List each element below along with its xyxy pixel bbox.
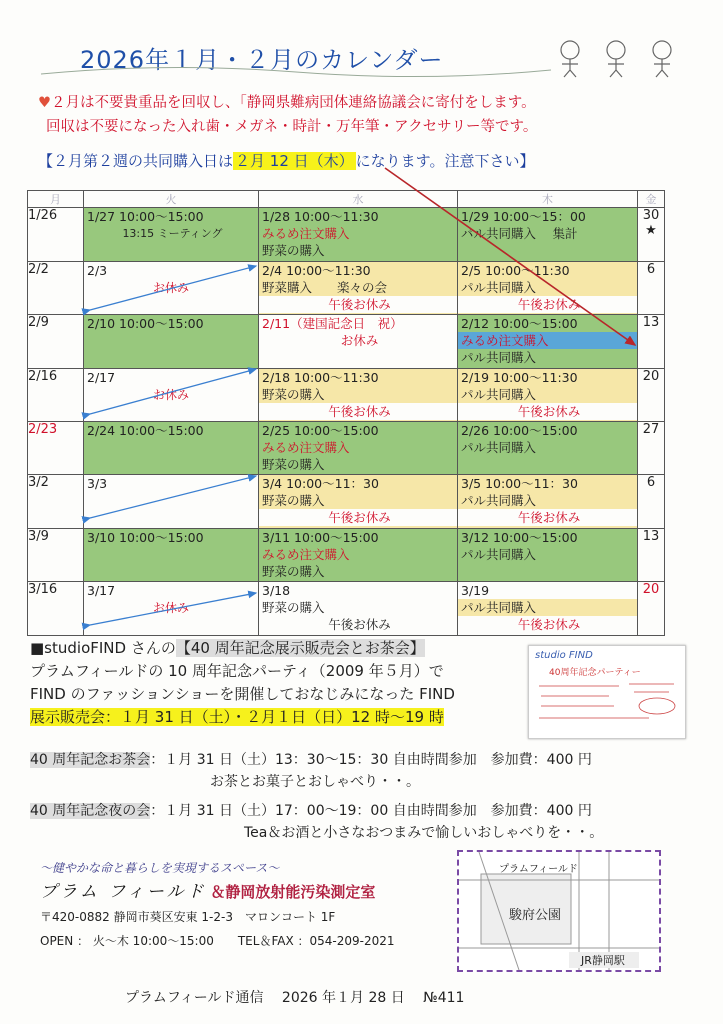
cell-line: 3/17	[87, 583, 116, 599]
address: 〒420-0882 静岡市葵区安東 1-2-3 マロンコート 1F	[40, 910, 336, 924]
cell-line: 3/4 10:00～11：30	[262, 476, 379, 492]
friday-cell: 27	[638, 422, 665, 475]
cell-line: 2/10 10:00～15:00	[87, 316, 204, 332]
cell-line: 午後お休み	[259, 403, 457, 420]
closed-label: お休み	[152, 601, 189, 616]
cell-line: 野菜の購入	[262, 243, 325, 259]
cell-line: 2/24 10:00～15:00	[87, 423, 204, 439]
friday-cell: 13	[638, 528, 665, 581]
purchase-day-banner: 【２月第２週の共同購入日は ２月 12 日（木） になります。注意下さい】	[38, 152, 535, 170]
star-icon: ★	[645, 223, 657, 239]
newsletter-line: プラムフィールド通信 2026 年１月 28 日 №411	[125, 990, 465, 1006]
cell-line: 午後お休み	[259, 509, 457, 526]
arrow-line	[90, 266, 256, 310]
cell-line: みるめ注文購入	[262, 546, 350, 562]
logo-text: プラム フィールド	[40, 882, 207, 902]
cell-line: パル共同購入	[461, 440, 537, 456]
cell-line: 野菜購入 楽々の会	[262, 279, 388, 295]
cell-line: 13:15 ミーティング	[122, 227, 223, 241]
cell-line: 野菜の購入	[262, 493, 325, 509]
tea-party-note: お茶とお菓子とおしゃべり・・。	[210, 774, 420, 790]
closed-label: お休み	[152, 387, 189, 402]
map-park: 駿府公園	[509, 908, 562, 923]
night-party-note: Tea＆お酒と小さなおつまみで愉しいおしゃべりを・・。	[244, 825, 604, 841]
studio-line-1: プラムフィールドの 10 周年記念パーティ（2009 年５月）で	[30, 662, 444, 680]
monday-date: 2/9	[28, 315, 84, 368]
header-tue: 火	[84, 191, 259, 208]
cell-line: 午後お休み	[458, 509, 637, 526]
map-station: JR静岡駅	[581, 954, 625, 967]
closed-label: お休み	[152, 280, 189, 295]
cell-line: パル共同購入 集計	[461, 226, 578, 242]
cell-line: 3/11 10:00～15:00	[262, 529, 379, 545]
heart-icon: ♥	[38, 95, 51, 111]
footer-info	[40, 856, 460, 953]
cell-line: 2/26 10:00～15:00	[461, 423, 578, 439]
friday-date: 30	[642, 208, 660, 224]
cell-line: 1/29 10:00～15：00	[461, 209, 586, 225]
cell-line: みるめ注文購入	[458, 332, 637, 349]
header-thu: 木	[458, 191, 638, 208]
monday-date: 2/2	[28, 261, 84, 314]
cell-line: 1/27 10:00～15:00	[87, 209, 204, 225]
cell-line: 野菜の購入	[262, 563, 325, 579]
cell-line: パル共同購入	[461, 546, 537, 562]
cell-line: 2/11（建国記念日 祝）	[262, 316, 403, 332]
friday-cell: 20	[638, 582, 665, 636]
arrow-line	[385, 168, 635, 345]
monday-date: 3/9	[28, 528, 84, 581]
monday-date: 1/26	[28, 208, 84, 261]
logo-subtitle: ＆静岡放射能汚染測定室	[210, 883, 376, 901]
notice-line-1: ♥２月は不要貴重品を回収し、「静岡県難病団体連絡協議会に寄付をします。	[38, 95, 536, 111]
logo	[40, 880, 460, 905]
cell-line: 3/18	[262, 583, 291, 599]
open-hours: OPEN ： 火～木 10:00～15:00 TEL＆FAX ：054-209-2021	[40, 934, 395, 948]
handwriting-illustration	[529, 678, 683, 728]
cell-line: パル共同購入	[461, 386, 537, 402]
cell-line: 2/17	[87, 369, 116, 385]
cell-line: パル共同購入	[461, 279, 537, 295]
cell-line: 3/12 10:00～15:00	[461, 529, 578, 545]
monday-date: 2/16	[28, 368, 84, 421]
cell-line: 野菜の購入	[262, 600, 325, 616]
cell-line: パル共同購入	[458, 599, 637, 616]
sale-line: 展示販売会：１月 31 日（土）・２月１日（日）12 時～19 時	[30, 708, 444, 726]
friday-cell: 6	[638, 261, 665, 314]
cell-line: 野菜の購入	[262, 386, 325, 402]
header-mon: 月	[28, 191, 84, 208]
cell-line: 2/3	[87, 262, 108, 278]
cell-line: パル共同購入	[461, 350, 537, 366]
cell-line: お休み	[340, 333, 379, 349]
studio-heading: ■studioFIND さんの【40 周年記念展示販売会とお茶会】	[30, 639, 425, 657]
location-map	[457, 850, 661, 972]
cell-line: 午後お休み	[328, 617, 391, 633]
tea-party-line: 40 周年記念お茶会：１月 31 日（土）13：30～15：30 自由時間参加 参加費：400 円	[30, 752, 592, 768]
arrow-line	[90, 369, 256, 414]
monday-date: 3/2	[28, 475, 84, 528]
monday-date: 3/16	[28, 582, 84, 636]
notice-line-2: 回収は不要になった入れ歯・メガネ・時計・万年筆・アクセサリー等です。	[46, 119, 538, 135]
cell-line: 1/28 10:00～11:30	[262, 209, 379, 225]
cell-line: 2/5 10:00～11:30	[461, 262, 570, 278]
night-party-line: 40 周年記念夜の会：１月 31 日（土）17：00～19：00 自由時間参加 参加費：400 円	[30, 803, 592, 819]
cell-line: 3/5 10:00～11：30	[461, 476, 578, 492]
studio-line-2: FIND のファッションショーを開催しておなじみになった FIND	[30, 685, 455, 703]
cell-line: みるめ注文購入	[262, 440, 350, 456]
tagline: ～健やかな命と暮らしを実現するスペース～	[40, 861, 280, 875]
cell-line: 午後お休み	[517, 617, 581, 633]
friday-cell: 20	[638, 368, 665, 421]
invitation-photo	[528, 645, 686, 739]
friday-cell: 6	[638, 475, 665, 528]
studio-find-section	[30, 637, 500, 729]
header-fri: 金	[638, 191, 665, 208]
photo-title: studio FIND	[535, 650, 593, 661]
cell-line: 3/19	[461, 583, 490, 599]
cell-line: 午後お休み	[259, 296, 457, 313]
friday-cell: 13	[638, 315, 665, 368]
cell-line: パル共同購入	[461, 493, 537, 509]
photo-subtitle: 40周年記念パーティー	[549, 668, 641, 678]
arrow-line	[90, 476, 256, 518]
header-wed: 水	[259, 191, 458, 208]
cell-line: 午後お休み	[458, 296, 637, 313]
cell-line: 2/19 10:00～11:30	[461, 369, 578, 385]
cell-line: 3/3	[87, 476, 108, 492]
cell-line: 2/25 10:00～15:00	[262, 423, 379, 439]
map-label: プラムフィールド	[499, 864, 578, 875]
monday-date: 2/23	[28, 422, 84, 475]
cell-line: 午後お休み	[458, 403, 637, 420]
cell-line: 2/12 10:00～15:00	[461, 316, 578, 332]
cell-line: 2/18 10:00～11:30	[262, 369, 379, 385]
cell-line: みるめ注文購入	[262, 226, 350, 242]
cell-line: 3/10 10:00～15:00	[87, 529, 204, 545]
cell-line: 野菜の購入	[262, 457, 325, 473]
page-title: 2026年１月・２月のカレンダー	[80, 46, 444, 74]
cell-line: 2/4 10:00～11:30	[262, 262, 371, 278]
arrow-line	[90, 593, 256, 625]
